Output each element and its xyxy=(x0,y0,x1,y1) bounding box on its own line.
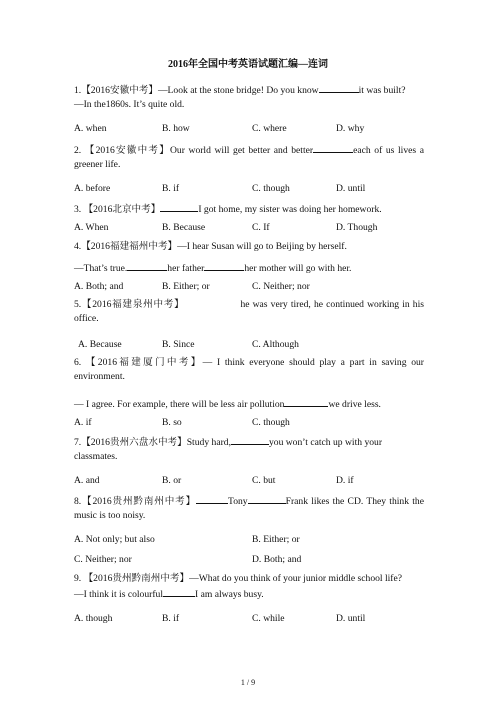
question-3 xyxy=(74,201,424,217)
option-a: A. if xyxy=(74,417,92,428)
option-a: A. Not only; but also xyxy=(74,534,155,545)
options-3 xyxy=(74,221,424,235)
question-text: 4.【2016福建福州中考】—I hear Susan will go to Beijing by herself. xyxy=(74,241,347,252)
option-b: B. Since xyxy=(162,339,195,350)
option-a: A. When xyxy=(74,222,109,233)
page-number: 1 / 9 xyxy=(240,678,256,687)
question-text: he was very tired, he continued working in his office. xyxy=(74,299,424,324)
question-2 xyxy=(74,142,424,172)
answer-blank xyxy=(196,493,228,504)
option-d: D. until xyxy=(336,183,366,194)
option-a: A. Because xyxy=(78,339,122,350)
question-text: I am always busy. xyxy=(195,589,264,600)
options-6 xyxy=(74,416,424,430)
question-text: her father xyxy=(167,263,205,274)
options-1 xyxy=(74,122,424,136)
answer-blank xyxy=(163,586,195,597)
question-4-dialog xyxy=(74,260,424,276)
answer-blank xyxy=(204,260,244,271)
question-text: —I think it is colourful xyxy=(74,589,163,600)
options-9 xyxy=(74,612,424,626)
option-c: C. though xyxy=(252,417,290,428)
option-a: A. Both; and xyxy=(74,281,124,292)
question-text: 1.【2016安徽中考】—Look at the stone bridge! Do you know xyxy=(74,85,319,96)
option-b: B. Either; or xyxy=(252,534,300,545)
answer-blank xyxy=(284,396,328,407)
option-c: C. If xyxy=(252,222,270,233)
option-b: B. so xyxy=(162,417,182,428)
question-text: you won’t catch up with your classmates. xyxy=(74,437,383,462)
question-text: 7.【2016贵州六盘水中考】Study hard, xyxy=(74,437,231,448)
question-text: —That’s true. xyxy=(74,263,128,274)
question-text: 6. 【2016福建厦门中考】— I think everyone should play a part in saving our environment. xyxy=(74,357,424,382)
question-text: I got home, my sister was doing her homework. xyxy=(198,204,382,215)
question-text: —In the1860s. It’s quite old. xyxy=(74,99,185,110)
option-b: B. if xyxy=(162,183,180,194)
option-d: D. Though xyxy=(336,222,378,233)
option-c: C. Neither; nor xyxy=(252,281,310,292)
option-d: D. if xyxy=(336,475,354,486)
option-a: A. though xyxy=(74,613,113,624)
answer-blank xyxy=(248,493,286,504)
question-text: her mother will go with her. xyxy=(244,263,352,274)
option-c: C. but xyxy=(252,475,276,486)
question-text: it was built? xyxy=(358,85,406,96)
option-c: C. where xyxy=(252,123,287,134)
option-a: A. when xyxy=(74,123,107,134)
options-7 xyxy=(74,474,424,488)
question-9 xyxy=(74,572,424,602)
options-5 xyxy=(74,338,424,352)
option-b: B. Either; or xyxy=(162,281,210,292)
answer-blank xyxy=(160,201,198,212)
answer-blank xyxy=(313,142,353,153)
options-2 xyxy=(74,182,424,196)
options-8-row-1 xyxy=(74,533,424,547)
question-text: Frank likes the CD. They think the music is too noisy. xyxy=(74,496,424,521)
question-text: 5.【2016福建泉州中考】 xyxy=(74,299,185,310)
option-c: C. Neither; nor xyxy=(74,554,132,565)
question-6-dialog xyxy=(74,396,424,412)
question-1 xyxy=(74,82,424,112)
option-c: C. though xyxy=(252,183,290,194)
option-c: C. while xyxy=(252,613,285,624)
options-4 xyxy=(74,280,424,294)
question-8 xyxy=(74,493,424,523)
answer-blank xyxy=(319,82,359,93)
option-d: D. why xyxy=(336,123,365,134)
question-text: 9. 【2016贵州黔南州中考】—What do you think of your junior middle school life? xyxy=(74,573,403,584)
option-b: B. or xyxy=(162,475,182,486)
option-b: B. Because xyxy=(162,222,206,233)
option-d: D. Both; and xyxy=(252,554,302,565)
answer-blank xyxy=(231,434,269,445)
question-text: 3. 【2016北京中考】 xyxy=(74,204,161,215)
question-7 xyxy=(74,434,424,464)
question-text: each of us lives a greener life. xyxy=(74,145,424,170)
option-c: C. Although xyxy=(252,339,299,350)
option-a: A. before xyxy=(74,183,111,194)
question-text: — I agree. For example, there will be less air pollution xyxy=(74,399,285,410)
option-a: A. and xyxy=(74,475,100,486)
document-title: 2016年全国中考英语试题汇编—连词 xyxy=(168,59,328,70)
answer-blank xyxy=(127,260,167,271)
question-text: we drive less. xyxy=(328,399,381,410)
options-8-row-2 xyxy=(74,553,424,567)
question-4 xyxy=(74,240,424,254)
option-b: B. if xyxy=(162,613,180,624)
question-6 xyxy=(74,356,424,384)
question-text: 8.【2016贵州黔南州中考】 xyxy=(74,496,197,507)
option-d: D. until xyxy=(336,613,366,624)
question-5 xyxy=(74,298,424,326)
option-b: B. how xyxy=(162,123,190,134)
question-text: Tony xyxy=(228,496,248,507)
question-text: 2. 【2016安徽中考】Our world will get better and better xyxy=(74,145,314,156)
